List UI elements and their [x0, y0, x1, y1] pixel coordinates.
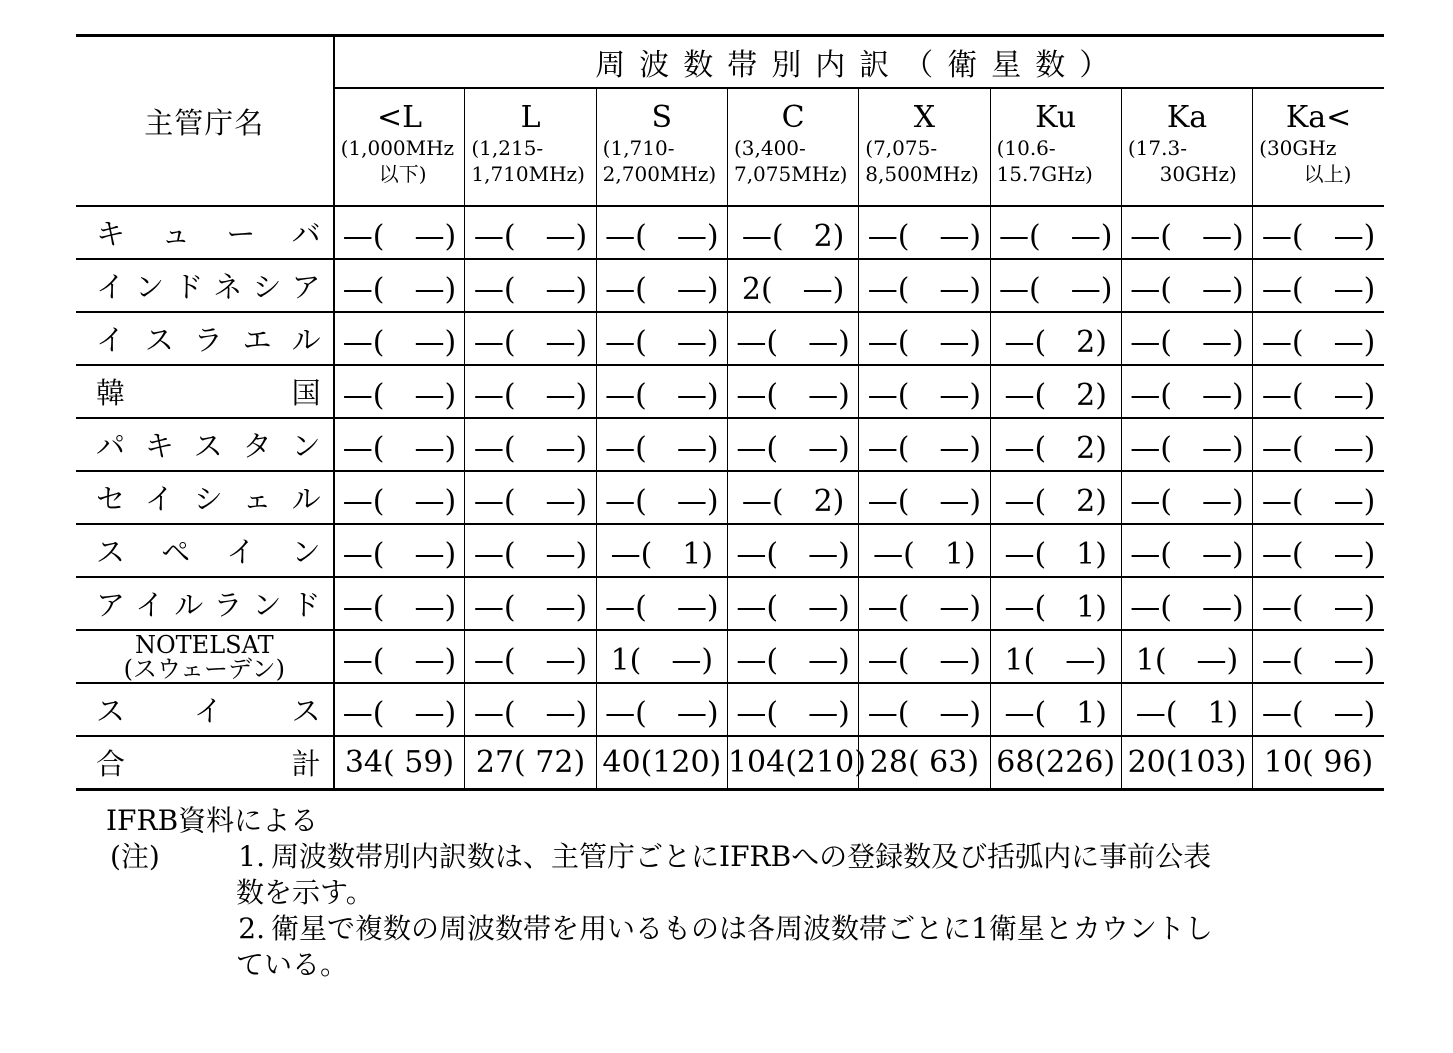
- value-cell: 1( —): [990, 630, 1121, 683]
- admin-name-char: ー: [226, 217, 256, 251]
- value-cell: —( —): [1253, 365, 1384, 418]
- admin-name-cell: [76, 630, 334, 683]
- value-cell: —( —): [596, 259, 727, 312]
- band-range: (7,075- 8,500MHz): [865, 136, 979, 186]
- band-range: (1,215- 1,710MHz): [471, 136, 585, 186]
- value-cell: —( —): [1121, 312, 1252, 365]
- band-header: [990, 88, 1121, 206]
- value-cell: —( —): [859, 365, 990, 418]
- table-row: [76, 312, 1384, 365]
- admin-name-char: イ: [135, 588, 165, 622]
- admin-name-cell: [76, 471, 334, 524]
- value-cell: —( —): [596, 418, 727, 471]
- value-cell: —( 1): [1121, 683, 1252, 736]
- value-cell: —( —): [727, 683, 858, 736]
- table-row: [76, 524, 1384, 577]
- value-cell: —( —): [334, 418, 465, 471]
- value-cell: —( —): [1121, 206, 1252, 259]
- admin-name-cell: [76, 206, 334, 259]
- admin-name-char: キ: [96, 217, 126, 251]
- value-cell: —( —): [1253, 524, 1384, 577]
- value-cell: —( —): [1121, 524, 1252, 577]
- value-cell: —( 1): [596, 524, 727, 577]
- admin-name-char: パ: [96, 429, 126, 463]
- value-cell: —( 2): [990, 418, 1121, 471]
- band-range: (1,710- 2,700MHz): [602, 136, 717, 186]
- value-cell: —( —): [596, 365, 727, 418]
- band-range: (10.6- 15.7GHz): [996, 136, 1093, 186]
- value-cell: —( —): [859, 630, 990, 683]
- admin-name-char: エ: [242, 323, 272, 357]
- table-row: [76, 471, 1384, 524]
- value-cell: —( —): [465, 206, 596, 259]
- admin-name-char: イ: [96, 270, 126, 304]
- admin-name-char: ラ: [213, 588, 243, 622]
- table-row: [76, 683, 1384, 736]
- band-header: [859, 88, 990, 206]
- value-cell: —( 2): [990, 471, 1121, 524]
- value-cell: 20(103): [1121, 736, 1252, 790]
- admin-name-char: バ: [291, 217, 321, 251]
- value-cell: —( —): [859, 206, 990, 259]
- admin-name-char: 計: [291, 747, 321, 781]
- value-cell: —( 1): [990, 577, 1121, 630]
- band-name: C: [781, 100, 805, 135]
- admin-name: [76, 530, 333, 571]
- value-cell: —( —): [334, 683, 465, 736]
- admin-name-char: 合: [96, 747, 126, 781]
- band-header: [596, 88, 727, 206]
- document: [76, 34, 1384, 983]
- admin-name-char: シ: [252, 270, 282, 304]
- value-cell: —( —): [1253, 471, 1384, 524]
- value-cell: —( —): [1121, 577, 1252, 630]
- admin-name-char: イ: [193, 694, 223, 728]
- band-name: Ka: [1166, 100, 1208, 135]
- value-cell: —( —): [1253, 630, 1384, 683]
- admin-name-cell: [76, 524, 334, 577]
- band-header: [334, 88, 465, 206]
- value-cell: —( —): [859, 577, 990, 630]
- value-cell: —( —): [1253, 206, 1384, 259]
- admin-name-char: タ: [242, 429, 272, 463]
- admin-name-char: ス: [96, 535, 126, 569]
- value-cell: —( —): [596, 312, 727, 365]
- value-cell: —( —): [334, 365, 465, 418]
- admin-name: [76, 583, 333, 624]
- value-cell: —( 1): [990, 683, 1121, 736]
- value-cell: —( —): [727, 524, 858, 577]
- value-cell: 27( 72): [465, 736, 596, 790]
- admin-name-char: ン: [252, 588, 282, 622]
- band-range: (3,400- 7,075MHz): [733, 136, 848, 186]
- value-cell: —( —): [334, 471, 465, 524]
- value-cell: —( —): [1253, 418, 1384, 471]
- band-header: [1253, 88, 1384, 206]
- admin-name-char: ス: [96, 694, 126, 728]
- admin-name-cell: [76, 365, 334, 418]
- value-cell: —( —): [859, 471, 990, 524]
- band-header: [465, 88, 596, 206]
- value-cell: —( —): [596, 471, 727, 524]
- value-cell: —( 2): [727, 471, 858, 524]
- table-row: [76, 418, 1384, 471]
- value-cell: —( —): [596, 683, 727, 736]
- total-row: [76, 736, 1384, 790]
- admin-name: [76, 318, 333, 359]
- value-cell: —( —): [596, 206, 727, 259]
- admin-name-cell: [76, 418, 334, 471]
- value-cell: —( 2): [990, 312, 1121, 365]
- value-cell: —( —): [1121, 471, 1252, 524]
- admin-name-char: イ: [144, 482, 174, 516]
- value-cell: —( —): [990, 259, 1121, 312]
- value-cell: 10( 96): [1253, 736, 1384, 790]
- admin-name-cell: [76, 736, 334, 790]
- admin-name-cell: [76, 259, 334, 312]
- admin-name-char: 国: [291, 376, 321, 410]
- value-cell: —( 1): [990, 524, 1121, 577]
- admin-name-char: ン: [291, 429, 321, 463]
- value-cell: 68(226): [990, 736, 1121, 790]
- value-cell: —( —): [465, 524, 596, 577]
- table-row: [76, 206, 1384, 259]
- admin-name-cell: [76, 312, 334, 365]
- admin-name: [76, 424, 333, 465]
- band-header: [727, 88, 858, 206]
- value-cell: —( —): [1253, 577, 1384, 630]
- admin-name: [76, 742, 333, 783]
- value-cell: —( —): [465, 471, 596, 524]
- value-cell: —( —): [334, 206, 465, 259]
- note-number: 1.: [238, 840, 265, 873]
- table-row: [76, 630, 1384, 683]
- frequency-group-header: 周波数帯別内訳（衛星数）: [334, 36, 1384, 89]
- table-row: [76, 365, 1384, 418]
- admin-name-char: ス: [144, 323, 174, 357]
- note-item: [76, 911, 1384, 947]
- band-name: L: [520, 100, 541, 135]
- band-name: X: [913, 100, 936, 135]
- admin-name-char: ネ: [213, 270, 243, 304]
- band-name: Ku: [1035, 100, 1077, 135]
- band-header: [1121, 88, 1252, 206]
- band-name: Ka<: [1285, 100, 1352, 135]
- value-cell: —( —): [465, 577, 596, 630]
- value-cell: —( —): [465, 630, 596, 683]
- admin-name-char: イ: [226, 535, 256, 569]
- value-cell: —( —): [334, 524, 465, 577]
- admin-name-char: キ: [144, 429, 174, 463]
- admin-name-char: ド: [174, 270, 204, 304]
- value-cell: —( —): [727, 418, 858, 471]
- source-note: IFRB資料による: [106, 804, 319, 837]
- value-cell: —( —): [465, 683, 596, 736]
- admin-header: 主管庁名: [76, 36, 334, 207]
- value-cell: —( —): [727, 365, 858, 418]
- notes: [76, 803, 1384, 983]
- band-name: S: [651, 100, 673, 135]
- value-cell: —( —): [1121, 259, 1252, 312]
- value-cell: —( —): [334, 630, 465, 683]
- value-cell: —( —): [1121, 418, 1252, 471]
- admin-name-char: セ: [96, 482, 126, 516]
- admin-name-char: ア: [96, 588, 126, 622]
- admin-name-char: ル: [291, 323, 321, 357]
- value-cell: —( —): [334, 312, 465, 365]
- admin-name-cell: [76, 577, 334, 630]
- admin-name-char: ュ: [161, 217, 191, 251]
- value-cell: —( —): [1253, 312, 1384, 365]
- table-row: [76, 259, 1384, 312]
- value-cell: —( —): [465, 259, 596, 312]
- admin-name-cell: [76, 683, 334, 736]
- value-cell: —( —): [596, 577, 727, 630]
- value-cell: —( —): [727, 630, 858, 683]
- note-label: (注): [110, 840, 160, 873]
- note-continuation: 数を示す。: [236, 876, 374, 909]
- satellite-frequency-table: [76, 34, 1384, 791]
- value-cell: —( —): [465, 312, 596, 365]
- admin-name: [76, 265, 333, 306]
- value-cell: —( 1): [859, 524, 990, 577]
- admin-name-char: ス: [291, 694, 321, 728]
- value-cell: —( —): [727, 577, 858, 630]
- admin-name-char: ラ: [193, 323, 223, 357]
- admin-name-char: 韓: [96, 376, 126, 410]
- admin-name: [76, 212, 333, 253]
- value-cell: —( —): [465, 418, 596, 471]
- admin-name: [76, 371, 333, 412]
- value-cell: —( —): [1253, 259, 1384, 312]
- value-cell: —( —): [859, 259, 990, 312]
- admin-name-char: ル: [174, 588, 204, 622]
- value-cell: —( —): [334, 577, 465, 630]
- value-cell: 1( —): [1121, 630, 1252, 683]
- value-cell: 1( —): [596, 630, 727, 683]
- value-cell: —( 2): [727, 206, 858, 259]
- admin-name-char: ル: [291, 482, 321, 516]
- value-cell: —( —): [859, 418, 990, 471]
- value-cell: —( —): [334, 259, 465, 312]
- admin-name-char: イ: [96, 323, 126, 357]
- admin-name: NOTELSAT (スウェーデン): [123, 630, 285, 683]
- admin-name-char: ン: [135, 270, 165, 304]
- value-cell: —( —): [859, 312, 990, 365]
- admin-name: [76, 689, 333, 730]
- value-cell: —( —): [1121, 365, 1252, 418]
- note-text: 衛星で複数の周波数帯を用いるものは各周波数帯ごとに1衛星とカウントし: [271, 912, 1213, 945]
- value-cell: —( —): [990, 206, 1121, 259]
- admin-name-char: ド: [291, 588, 321, 622]
- band-range: (17.3- 30GHz): [1127, 136, 1237, 186]
- admin-name-char: ェ: [242, 482, 272, 516]
- band-range: (1,000MHz 以下): [340, 136, 455, 186]
- admin-name-char: ペ: [161, 535, 191, 569]
- value-cell: 40(120): [596, 736, 727, 790]
- value-cell: —( —): [727, 312, 858, 365]
- note-item: [76, 839, 1384, 875]
- band-name: <L: [376, 100, 422, 135]
- value-cell: 2( —): [727, 259, 858, 312]
- table-body: [76, 206, 1384, 790]
- value-cell: —( —): [465, 365, 596, 418]
- admin-name-char: ス: [193, 429, 223, 463]
- table-row: [76, 577, 1384, 630]
- value-cell: —( —): [859, 683, 990, 736]
- admin-name-char: ア: [291, 270, 321, 304]
- note-continuation: ている。: [236, 948, 349, 981]
- value-cell: —( 2): [990, 365, 1121, 418]
- value-cell: 104(210): [727, 736, 858, 790]
- note-number: 2.: [238, 912, 265, 945]
- admin-name-char: シ: [193, 482, 223, 516]
- value-cell: 28( 63): [859, 736, 990, 790]
- value-cell: 34( 59): [334, 736, 465, 790]
- band-range: (30GHz 以上): [1259, 136, 1352, 186]
- note-text: 周波数帯別内訳数は、主管庁ごとにIFRBへの登録数及び括弧内に事前公表: [271, 840, 1212, 873]
- value-cell: —( —): [1253, 683, 1384, 736]
- admin-name: [76, 477, 333, 518]
- admin-name-char: ン: [291, 535, 321, 569]
